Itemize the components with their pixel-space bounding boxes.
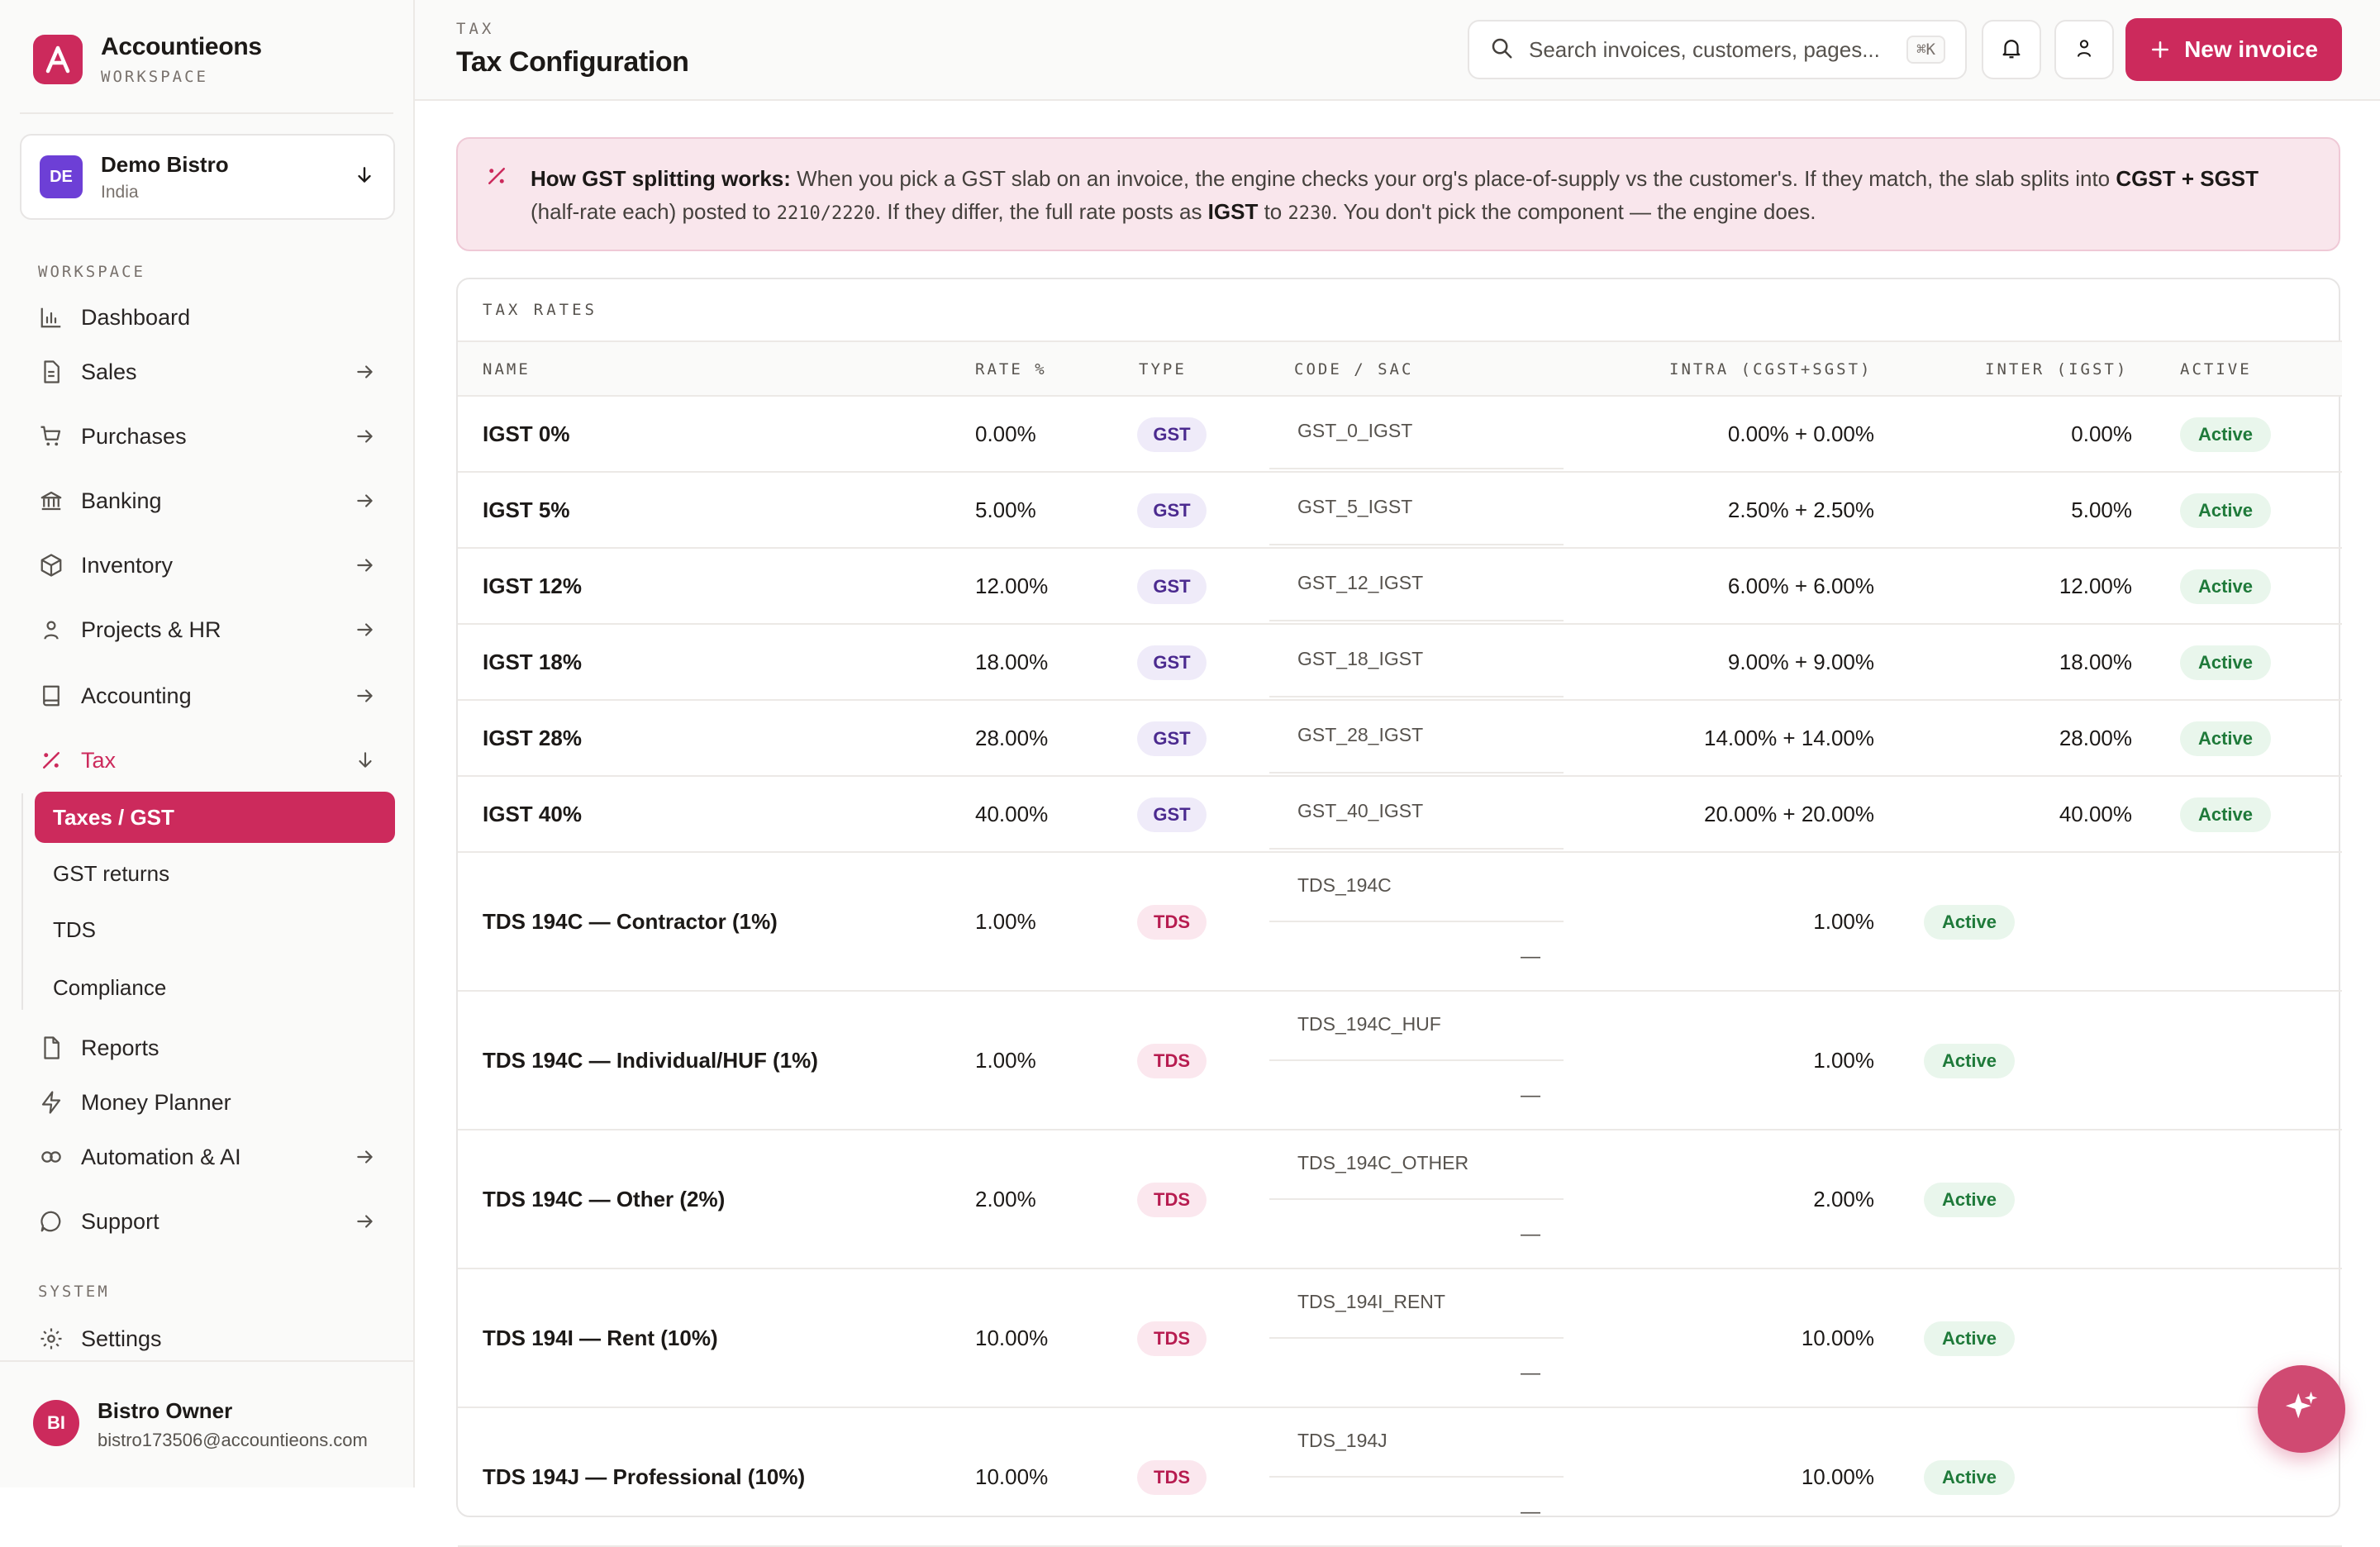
table-row[interactable]: [458, 1269, 2342, 1408]
avatar: BI: [33, 1400, 79, 1446]
card-title: TAX RATES: [483, 301, 597, 319]
tax-name: IGST 28%: [483, 726, 582, 750]
column-header-intra: INTRA (CGST+SGST): [1669, 360, 1873, 378]
table-row[interactable]: [458, 473, 2342, 549]
sidebar: [0, 0, 415, 1488]
sidebar-item-banking[interactable]: [36, 478, 380, 524]
subnav-guide-line: [21, 793, 23, 1010]
type-badge: TDS: [1137, 1321, 1207, 1356]
tax-code: TDS_194J: [1297, 1430, 1388, 1451]
document-icon: [36, 357, 66, 387]
sidebar-item-automation-ai[interactable]: [36, 1134, 380, 1180]
intra-split: 2.50% + 2.50%: [1727, 497, 1874, 522]
table-row[interactable]: [458, 1130, 2342, 1269]
tax-name: TDS 194J — Professional (10%): [483, 1464, 806, 1489]
tax-name: TDS 194I — Rent (10%): [483, 1326, 718, 1350]
notifications-button[interactable]: [1982, 20, 2041, 79]
banner-bold: IGST: [1207, 199, 1259, 224]
banner-bold: CGST + SGST: [2116, 166, 2259, 191]
sidebar-item-sales[interactable]: [36, 349, 380, 395]
tax-rate: 10.00%: [975, 1464, 1049, 1489]
table-row[interactable]: [458, 777, 2342, 853]
intra-split: 0.00% + 0.00%: [1727, 421, 1874, 446]
empty-value: —: [1521, 1084, 1540, 1107]
arrow-right-icon: [350, 1142, 380, 1172]
sidebar-item-label: Accounting: [81, 683, 192, 708]
bar-chart-icon: [36, 302, 66, 332]
tax-code: GST_18_IGST: [1297, 648, 1424, 669]
sidebar-item-purchases[interactable]: [36, 413, 380, 459]
type-badge: GST: [1137, 721, 1207, 756]
sparkle-icon: [2282, 1388, 2320, 1430]
gears-icon: [36, 1142, 66, 1172]
table-header: [458, 340, 2342, 397]
tax-code: GST_0_IGST: [1297, 420, 1413, 441]
column-header-type: TYPE: [1139, 360, 1187, 378]
sidebar-item-label: Settings: [81, 1326, 162, 1351]
sidebar-subitem-compliance[interactable]: Compliance: [53, 974, 167, 1000]
tax-rate: 5.00%: [975, 497, 1036, 522]
status-badge: Active: [2180, 797, 2271, 832]
status-badge: Active: [2180, 417, 2271, 452]
person-icon: [2073, 36, 2096, 64]
tax-rate: 40.00%: [975, 802, 1049, 826]
sidebar-item-accounting[interactable]: [36, 673, 380, 719]
type-badge: GST: [1137, 493, 1207, 528]
tax-rate: 10.00%: [975, 1326, 1049, 1350]
org-avatar: DE: [40, 155, 83, 198]
percent-icon: [36, 745, 66, 775]
search-input[interactable]: [1468, 20, 1967, 79]
tax-rate: 12.00%: [975, 574, 1049, 598]
arrow-right-icon: [350, 357, 380, 387]
sidebar-item-label: Inventory: [81, 552, 174, 578]
search-placeholder: Search invoices, customers, pages...: [1529, 36, 1880, 62]
user-name: Bistro Owner: [98, 1398, 233, 1423]
banner-text: to: [1258, 199, 1288, 224]
code-divider: [1269, 1059, 1564, 1061]
tax-name: TDS 194C — Individual/HUF (1%): [483, 1048, 818, 1073]
code-divider: [1269, 696, 1564, 697]
org-name: Demo Bistro: [101, 151, 229, 177]
box-icon: [36, 550, 66, 580]
new-invoice-label: New invoice: [2184, 36, 2318, 62]
plus-icon: [2149, 39, 2171, 60]
ai-assistant-button[interactable]: [2258, 1365, 2345, 1453]
table-row[interactable]: [458, 992, 2342, 1130]
sidebar-item-label: Reports: [81, 1035, 159, 1060]
code-divider: [1269, 848, 1564, 850]
sidebar-item-dashboard[interactable]: [36, 294, 380, 340]
banner-text: (half-rate each) posted to: [531, 199, 777, 224]
tax-code: TDS_194C_OTHER: [1297, 1152, 1469, 1173]
cart-icon: [36, 421, 66, 451]
person-icon: [36, 615, 66, 645]
new-invoice-button[interactable]: [2125, 18, 2342, 81]
sidebar-item-label: Support: [81, 1208, 159, 1234]
tax-name: IGST 40%: [483, 802, 582, 826]
code-divider: [1269, 1476, 1564, 1478]
empty-value: —: [1521, 1501, 1540, 1523]
column-header-rate: RATE %: [975, 360, 1047, 378]
tax-rates-card: [456, 278, 2340, 1523]
empty-value: —: [1521, 1362, 1540, 1384]
tax-name: TDS 194C — Other (2%): [483, 1187, 726, 1211]
brand-subtitle: WORKSPACE: [101, 68, 208, 86]
sidebar-item-label: Sales: [81, 359, 137, 384]
bell-icon: [1999, 36, 2024, 64]
top-header: [415, 0, 2380, 101]
type-badge: GST: [1137, 417, 1207, 452]
sidebar-item-label: Automation & AI: [81, 1144, 241, 1169]
breadcrumb: TAX: [456, 20, 495, 38]
tax-code: TDS_194I_RENT: [1297, 1291, 1445, 1312]
arrow-right-icon: [350, 550, 380, 580]
column-header-name: NAME: [483, 360, 531, 378]
code-divider: [1269, 921, 1564, 922]
lightning-icon: [36, 1088, 66, 1117]
tax-name: IGST 5%: [483, 497, 570, 522]
chat-icon: [36, 1207, 66, 1236]
type-badge: TDS: [1137, 1183, 1207, 1217]
search-icon: [1489, 36, 1514, 64]
column-header-code: CODE / SAC: [1294, 360, 1414, 378]
sidebar-subitem-gst-returns[interactable]: GST returns: [53, 860, 170, 886]
status-badge: Active: [1924, 1044, 2015, 1078]
status-badge: Active: [1924, 905, 2015, 940]
brand-name: Accountieons: [101, 33, 262, 60]
book-icon: [36, 681, 66, 711]
section-label-workspace: WORKSPACE: [38, 263, 145, 281]
status-badge: Active: [1924, 1460, 2015, 1495]
banner-text: When you pick a GST slab on an invoice, the engine checks your org's place-of-supply vs the customer's. If they match, the slab splits into: [790, 166, 2116, 191]
gst-info-banner: [456, 137, 2340, 251]
sidebar-item-label: Dashboard: [81, 304, 191, 330]
page-title: Tax Configuration: [456, 46, 689, 78]
percent-icon: [484, 164, 509, 198]
tax-rate: 18.00%: [975, 650, 1049, 674]
type-badge: TDS: [1137, 1460, 1207, 1495]
sidebar-item-settings[interactable]: [36, 1316, 380, 1362]
sidebar-subitem-tds[interactable]: TDS: [53, 916, 96, 942]
inter-rate: 12.00%: [2059, 574, 2132, 598]
tax-rate: 2.00%: [975, 1187, 1036, 1211]
status-badge: Active: [2180, 721, 2271, 756]
intra-split: 9.00% + 9.00%: [1727, 650, 1874, 674]
brand-logo-icon: [33, 35, 83, 84]
arrow-right-icon: [350, 681, 380, 711]
type-badge: GST: [1137, 645, 1207, 680]
tds-rate-value: 1.00%: [1813, 909, 1874, 934]
sidebar-item-reports[interactable]: [36, 1025, 380, 1071]
intra-split: 20.00% + 20.00%: [1704, 802, 1874, 826]
org-switcher[interactable]: [20, 134, 395, 220]
code-divider: [1269, 544, 1564, 545]
arrow-right-icon: [350, 486, 380, 516]
table-row[interactable]: [458, 397, 2342, 473]
profile-button[interactable]: [2054, 20, 2114, 79]
sidebar-item-label: Tax: [81, 747, 117, 773]
tax-code: TDS_194C: [1297, 874, 1392, 896]
chevron-down-icon: [354, 164, 375, 190]
tds-rate-value: 1.00%: [1813, 1048, 1874, 1073]
tax-code: GST_12_IGST: [1297, 572, 1424, 593]
gear-icon: [36, 1324, 66, 1354]
tds-rate-value: 10.00%: [1801, 1464, 1874, 1489]
table-row[interactable]: [458, 625, 2342, 701]
tax-name: TDS 194C — Contractor (1%): [483, 909, 778, 934]
sidebar-subitem-taxes-gst[interactable]: Taxes / GST: [35, 792, 395, 843]
column-header-active: ACTIVE: [2180, 360, 2252, 378]
banner-code: 2230: [1288, 203, 1332, 224]
banner-code: 2210/2220: [776, 203, 875, 224]
tax-rate: 1.00%: [975, 909, 1036, 934]
arrow-right-icon: [350, 1207, 380, 1236]
table-row[interactable]: [458, 549, 2342, 625]
brand-divider: [20, 112, 393, 114]
code-divider: [1269, 1198, 1564, 1200]
sidebar-item-label: Banking: [81, 488, 162, 513]
user-menu[interactable]: [0, 1360, 413, 1488]
tds-rate-value: 2.00%: [1813, 1187, 1874, 1211]
tds-rate-value: 10.00%: [1801, 1326, 1874, 1350]
type-badge: GST: [1137, 797, 1207, 832]
banner-lead: How GST splitting works:: [531, 166, 791, 191]
table-row[interactable]: [458, 701, 2342, 777]
inter-rate: 40.00%: [2059, 802, 2132, 826]
tax-rate: 0.00%: [975, 421, 1036, 446]
tax-name: IGST 0%: [483, 421, 570, 446]
code-divider: [1269, 468, 1564, 469]
sidebar-item-money-planner[interactable]: [36, 1079, 380, 1126]
code-divider: [1269, 772, 1564, 774]
inter-rate: 18.00%: [2059, 650, 2132, 674]
inter-rate: 28.00%: [2059, 726, 2132, 750]
inter-rate: 5.00%: [2071, 497, 2132, 522]
status-badge: Active: [1924, 1183, 2015, 1217]
empty-value: —: [1521, 945, 1540, 968]
table-row[interactable]: [458, 1408, 2342, 1547]
type-badge: TDS: [1137, 1044, 1207, 1078]
tax-rate: 1.00%: [975, 1048, 1036, 1073]
code-divider: [1269, 620, 1564, 621]
type-badge: GST: [1137, 569, 1207, 604]
arrow-right-icon: [350, 421, 380, 451]
sidebar-item-label: Purchases: [81, 423, 187, 449]
sidebar-item-projects-hr[interactable]: [36, 607, 380, 653]
sidebar-item-support[interactable]: [36, 1198, 380, 1245]
code-divider: [1269, 1337, 1564, 1339]
arrow-down-icon: [350, 745, 380, 775]
column-header-inter: INTER (IGST): [1985, 360, 2129, 378]
inter-rate: 0.00%: [2071, 421, 2132, 446]
search-shortcut-badge: ⌘K: [1906, 36, 1945, 64]
type-badge: TDS: [1137, 905, 1207, 940]
intra-split: 6.00% + 6.00%: [1727, 574, 1874, 598]
org-country: India: [101, 182, 139, 202]
status-badge: Active: [2180, 569, 2271, 604]
bank-icon: [36, 486, 66, 516]
banner-text: . If they differ, the full rate posts as: [874, 199, 1208, 224]
tax-name: IGST 18%: [483, 650, 582, 674]
section-label-system: SYSTEM: [38, 1283, 110, 1301]
intra-split: 14.00% + 14.00%: [1704, 726, 1874, 750]
sidebar-item-inventory[interactable]: [36, 542, 380, 588]
file-icon: [36, 1033, 66, 1063]
arrow-right-icon: [350, 615, 380, 645]
status-badge: Active: [2180, 645, 2271, 680]
brand[interactable]: [33, 33, 262, 86]
tax-code: TDS_194C_HUF: [1297, 1013, 1441, 1035]
status-badge: Active: [2180, 493, 2271, 528]
sidebar-item-label: Money Planner: [81, 1089, 231, 1115]
tax-code: GST_5_IGST: [1297, 496, 1413, 517]
status-badge: Active: [1924, 1321, 2015, 1356]
tax-rate: 28.00%: [975, 726, 1049, 750]
tax-code: GST_28_IGST: [1297, 724, 1424, 745]
banner-text: . You don't pick the component — the engine does.: [1331, 199, 1816, 224]
tax-name: IGST 12%: [483, 574, 582, 598]
sidebar-item-tax[interactable]: [36, 737, 380, 783]
tax-code: GST_40_IGST: [1297, 800, 1424, 821]
sidebar-item-label: Projects & HR: [81, 616, 221, 642]
user-email: bistro173506@accountieons.com: [98, 1430, 368, 1450]
empty-value: —: [1521, 1223, 1540, 1245]
table-row[interactable]: [458, 853, 2342, 992]
